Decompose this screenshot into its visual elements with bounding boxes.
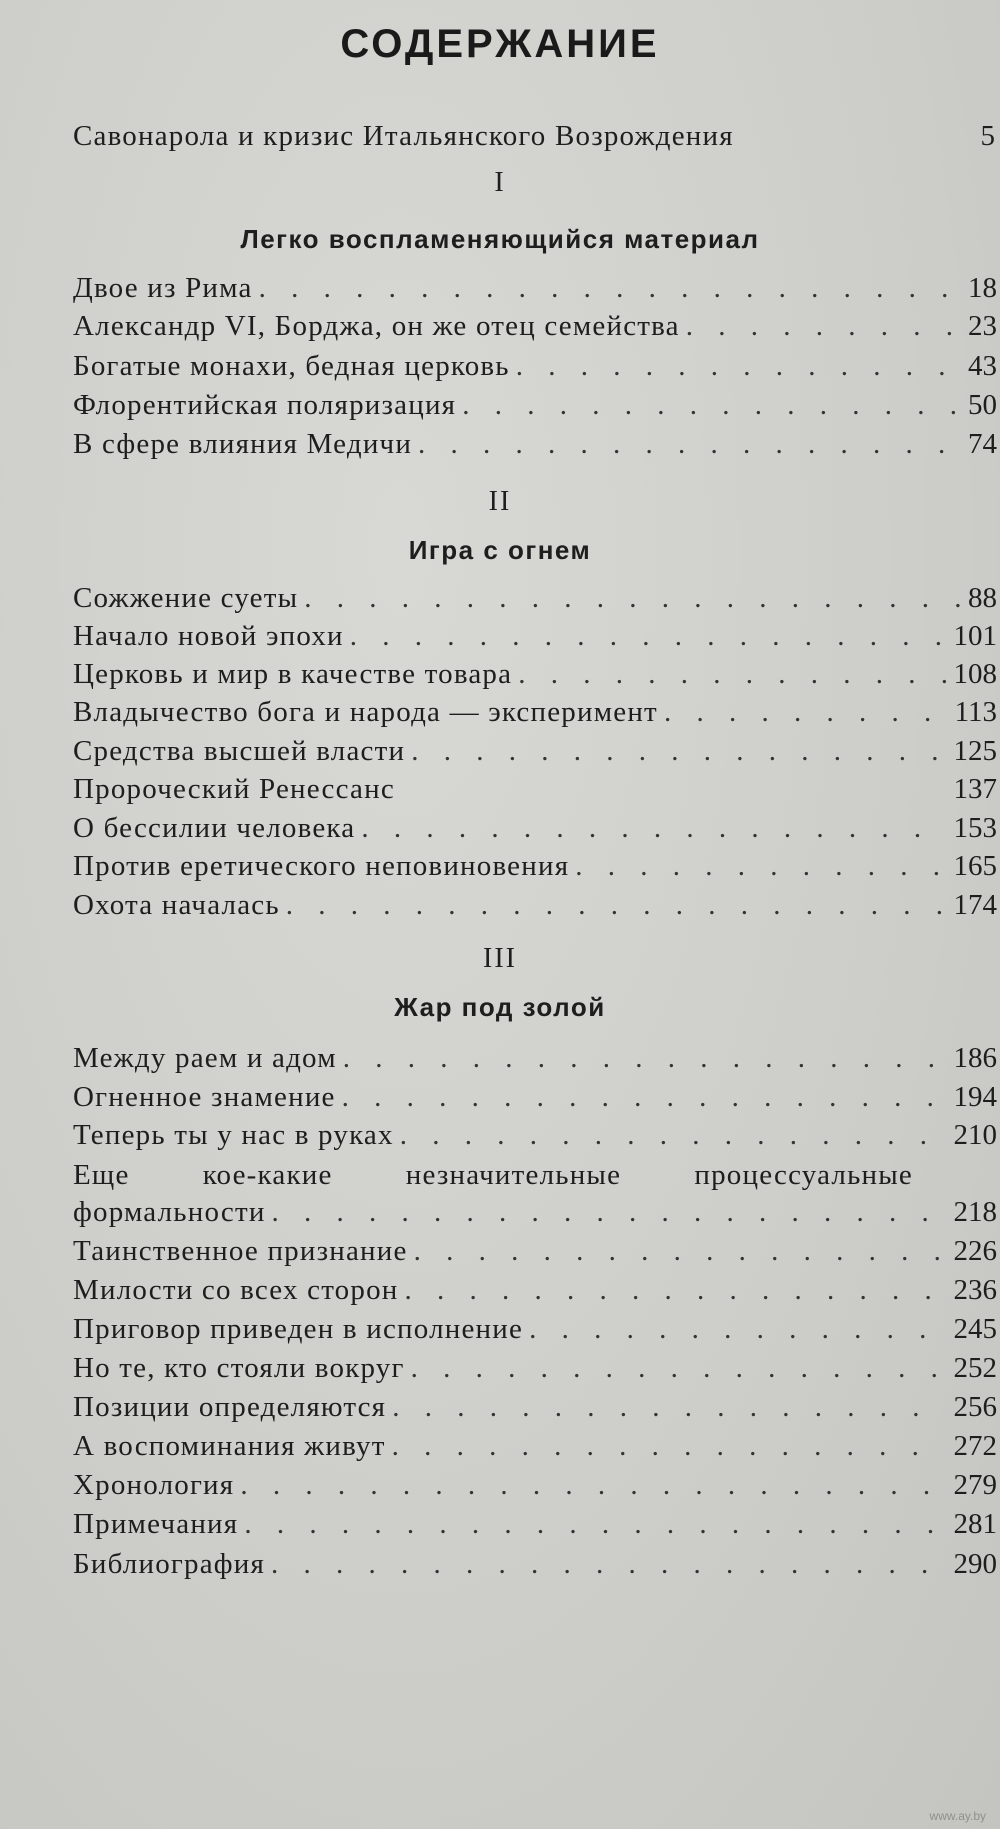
toc-entry-title: Против еретического неповиновения: [73, 850, 570, 882]
toc-entry: [73, 428, 997, 468]
toc-entry-intro: [73, 120, 997, 160]
toc-entry-title: Флорентийская поляризация: [73, 389, 457, 421]
toc-entry: [73, 658, 997, 698]
toc-entry-title: Теперь ты у нас в руках: [73, 1119, 394, 1151]
watermark: www.ay.by: [929, 1809, 986, 1823]
toc-entry-page: 88: [968, 582, 997, 614]
toc-entry-title: Хронология: [73, 1469, 235, 1501]
toc-entry-word: процессуальные: [694, 1159, 913, 1191]
part-numeral: III: [483, 943, 517, 974]
toc-entry-title: Примечания: [73, 1508, 239, 1540]
toc-entry-wrapped-line: [73, 1159, 913, 1192]
toc-entry-title: В сфере влияния Медичи: [73, 428, 413, 460]
dot-leader: [392, 1430, 946, 1463]
toc-entry-title: Библиография: [73, 1548, 266, 1580]
toc-entry-page: 236: [953, 1274, 997, 1306]
toc-entry-page: 137: [953, 773, 997, 805]
toc-entry: [73, 1081, 997, 1121]
toc-entry-page: 5: [980, 120, 995, 152]
toc-entry-title: Таинственное признание: [73, 1235, 408, 1267]
toc-entry: [73, 812, 997, 852]
part-title: Игра с огнем: [408, 535, 592, 565]
toc-entry-page: 153: [953, 812, 997, 844]
dot-leader: [342, 1081, 946, 1114]
part-numeral: I: [494, 167, 506, 198]
toc-entry: [73, 1042, 997, 1082]
toc-entry-page: 113: [954, 696, 997, 728]
toc-entry-page: 252: [953, 1352, 997, 1384]
toc-entry: [73, 582, 997, 622]
dot-leader: [240, 1469, 945, 1502]
toc-entry-page: 245: [953, 1313, 997, 1345]
toc-entry-title: Но те, кто стояли вокруг: [73, 1352, 405, 1384]
dot-leader: [244, 1508, 945, 1541]
dot-leader: [686, 310, 960, 343]
toc-entry: [73, 889, 997, 929]
dot-leader: [286, 889, 946, 922]
toc-entry-word: незначительные: [405, 1159, 622, 1191]
toc-entry-title: Милости со всех сторон: [73, 1274, 399, 1306]
toc-entry-page: 256: [953, 1391, 997, 1423]
toc-entry-page: 101: [953, 620, 997, 652]
toc-entry-word: Еще: [73, 1159, 130, 1191]
dot-leader: [418, 428, 960, 461]
toc-entry-page: 23: [968, 310, 997, 342]
toc-entry: [73, 310, 997, 350]
toc-entry-page: 281: [953, 1508, 997, 1540]
dot-leader: [664, 696, 947, 729]
toc-entry-back-matter: [73, 1548, 997, 1588]
toc-entry-title: Сожжение суеты: [73, 582, 299, 614]
toc-entry-page: 108: [953, 658, 997, 690]
toc-entry-title: Средства высшей власти: [73, 735, 406, 767]
toc-entry-word: кое-какие: [202, 1159, 333, 1191]
dot-leader: [575, 850, 945, 883]
toc-entry: [73, 696, 997, 736]
toc-entry: [73, 1196, 997, 1236]
dot-leader: [272, 1196, 946, 1229]
toc-entry-title: О бессилии человека: [73, 812, 356, 844]
toc-entry: [73, 620, 997, 660]
dot-leader: [529, 1313, 945, 1346]
toc-entry-back-matter: [73, 1508, 997, 1548]
dot-leader: [462, 389, 960, 422]
toc-entry: [73, 1313, 997, 1353]
toc-entry-page: 290: [953, 1548, 997, 1580]
toc-entry-title: Между раем и адом: [73, 1042, 337, 1074]
toc-entry-page: 74: [968, 428, 997, 460]
toc-entry-title: Начало новой эпохи: [73, 620, 344, 652]
dot-leader: [405, 1274, 946, 1307]
toc-entry-title: Охота началась: [73, 889, 280, 921]
dot-leader: [271, 1548, 945, 1581]
toc-entry: [73, 735, 997, 775]
toc-entry-page: 218: [953, 1196, 997, 1228]
toc-entry-title: формальности: [73, 1196, 266, 1228]
toc-entry: [73, 850, 997, 890]
toc-entry: [73, 272, 997, 312]
toc-entry-page: 279: [953, 1469, 997, 1501]
dot-leader: [343, 1042, 946, 1075]
part-title: Жар под золой: [394, 992, 606, 1022]
dot-leader: [414, 1235, 946, 1268]
dot-leader: [361, 812, 945, 845]
toc-entry-page: 174: [953, 889, 997, 921]
dot-leader: [400, 1119, 946, 1152]
toc-entry-page: 272: [953, 1430, 997, 1462]
dot-leader: [304, 582, 960, 615]
toc-entry-title: Церковь и мир в качестве товара: [73, 658, 513, 690]
toc-entry-page: 194: [953, 1081, 997, 1113]
toc-entry-title: Позиции определяются: [73, 1391, 387, 1423]
toc-entry-page: 210: [953, 1119, 997, 1151]
dot-leader: [392, 1391, 945, 1424]
toc-entry-page: 18: [968, 272, 997, 304]
toc-entry-title: Пророческий Ренессанс: [73, 773, 395, 805]
toc-entry-page: 226: [953, 1235, 997, 1267]
dot-leader: [411, 735, 945, 768]
toc-entry-page: 50: [968, 389, 997, 421]
toc-entry: [73, 773, 997, 813]
dot-leader: [411, 1352, 946, 1385]
part-title: Легко воспламеняющийся материал: [240, 224, 760, 254]
toc-entry: [73, 350, 997, 390]
toc-entry: [73, 1430, 997, 1470]
toc-entry: [73, 1391, 997, 1431]
toc-entry-title: Владычество бога и народа — эксперимент: [73, 696, 658, 728]
toc-entry-page: 43: [968, 350, 997, 382]
toc-entry: [73, 1235, 997, 1275]
toc-entry: [73, 1352, 997, 1392]
dot-leader: [518, 658, 945, 691]
toc-entry-title: Приговор приведен в исполнение: [73, 1313, 524, 1345]
toc-entry-title: Огненное знамение: [73, 1081, 336, 1113]
page-title: СОДЕРЖАНИЕ: [340, 22, 660, 66]
toc-entry-title: Александр VI, Борджа, он же отец семейства: [73, 310, 680, 342]
toc-entry-title: Богатые монахи, бедная церковь: [73, 350, 510, 382]
toc-entry: [73, 389, 997, 429]
toc-entry-back-matter: [73, 1469, 997, 1509]
toc-entry-title: Двое из Рима: [73, 272, 253, 304]
dot-leader: [516, 350, 960, 383]
part-numeral: II: [488, 486, 512, 517]
toc-entry: [73, 1119, 997, 1159]
dot-leader: [350, 620, 946, 653]
toc-entry-page: 125: [953, 735, 997, 767]
toc-entry-page: 165: [953, 850, 997, 882]
toc-entry: [73, 1274, 997, 1314]
toc-entry-title: Савонарола и кризис Итальянского Возрождения: [73, 120, 734, 152]
dot-leader: [259, 272, 960, 305]
toc-entry-title: А воспоминания живут: [73, 1430, 386, 1462]
toc-entry-page: 186: [953, 1042, 997, 1074]
